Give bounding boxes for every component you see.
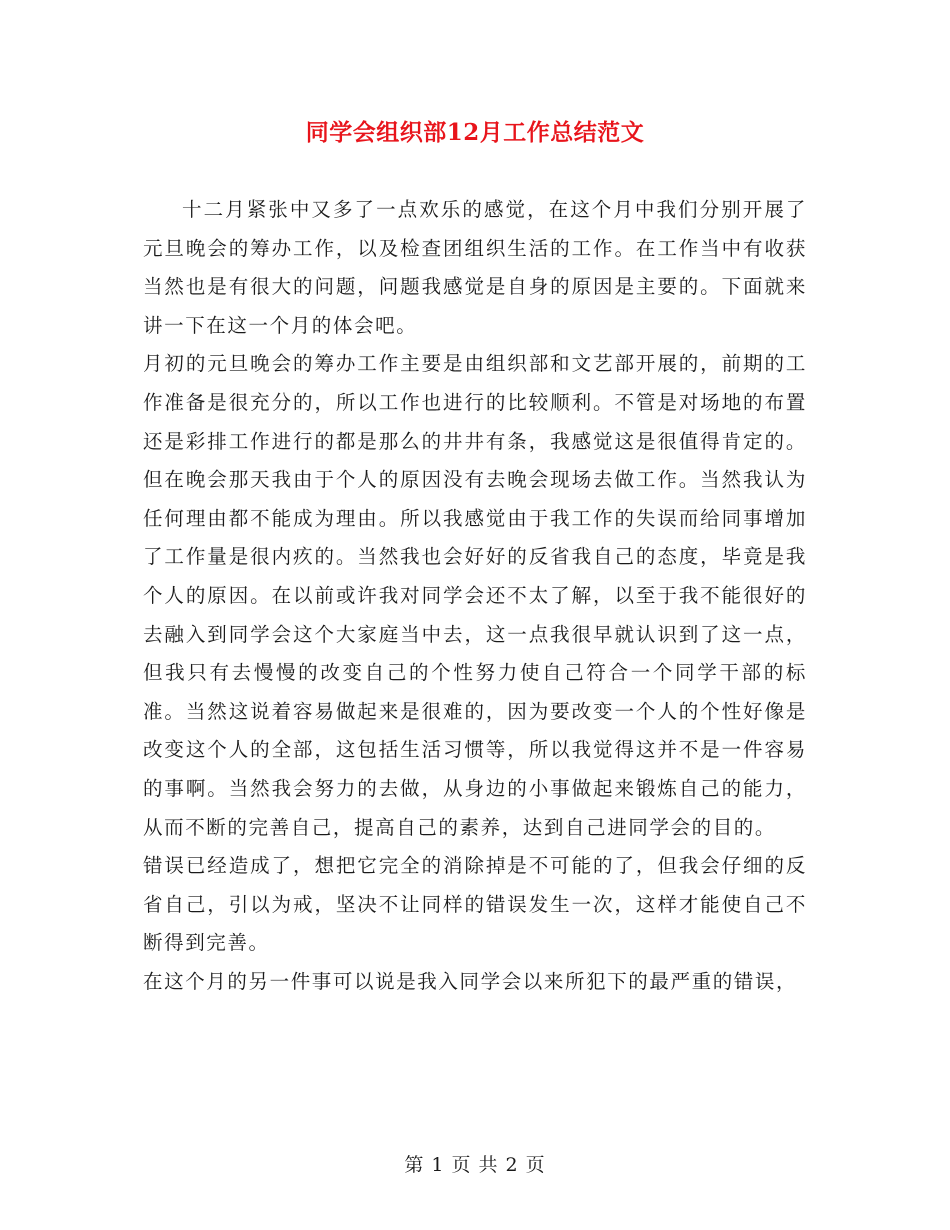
document-body [143,191,807,1001]
paragraph-4: 在这个月的另一件事可以说是我入同学会以来所犯下的最严重的错误， [143,969,798,993]
paragraph-2: 月初的元旦晚会的筹办工作主要是由组织部和文艺部开展的，前期的工作准备是很充分的，所以工作也进行的比较顺利。不管是对场地的布置还是彩排工作进行的都是那么的井井有条，我感觉这是很值得肯定的。但在晚会那天我由于个人的原因没有去晚会现场去做工作。当然我认为任何理由都不能成为理由。所以我感觉由于我工作的失误而给同事增加了工作量是很内疚的。当然我也会好好的反省我自己的态度，毕竟是我个人的原因。在以前或许我对同学会还不太了解，以至于我不能很好的去融入到同学会这个大家庭当中去，这一点我很早就认识到了这一点，但我只有去慢慢的改变自己的个性努力使自己符合一个同学干部的标准。当然这说着容易做起来是很难的，因为要改变一个人的个性好像是改变这个人的全部，这包括生活习惯等，所以我觉得这并不是一件容易的事啊。当然我会努力的去做，从身边的小事做起来锻炼自己的能力，从而不断的完善自己，提高自己的素养，达到自己进同学会的目的。 [143,352,807,839]
paragraph-1: 十二月紧张中又多了一点欢乐的感觉，在这个月中我们分别开展了元旦晚会的筹办工作，以及检查团组织生活的工作。在工作当中有收获当然也是有很大的问题，问题我感觉是自身的原因是主要的。下面就来讲一下在这一个月的体会吧。 [143,198,807,337]
page-footer [0,1150,950,1177]
page-number-label: 第 1 页 共 2 页 [404,1154,546,1176]
document-title: 同学会组织部12月工作总结范文 [305,119,645,146]
paragraph-3: 错误已经造成了，想把它完全的消除掉是不可能的了，但我会仔细的反省自己，引以为戒，坚决不让同样的错误发生一次，这样才能使自己不断得到完善。 [143,854,807,955]
